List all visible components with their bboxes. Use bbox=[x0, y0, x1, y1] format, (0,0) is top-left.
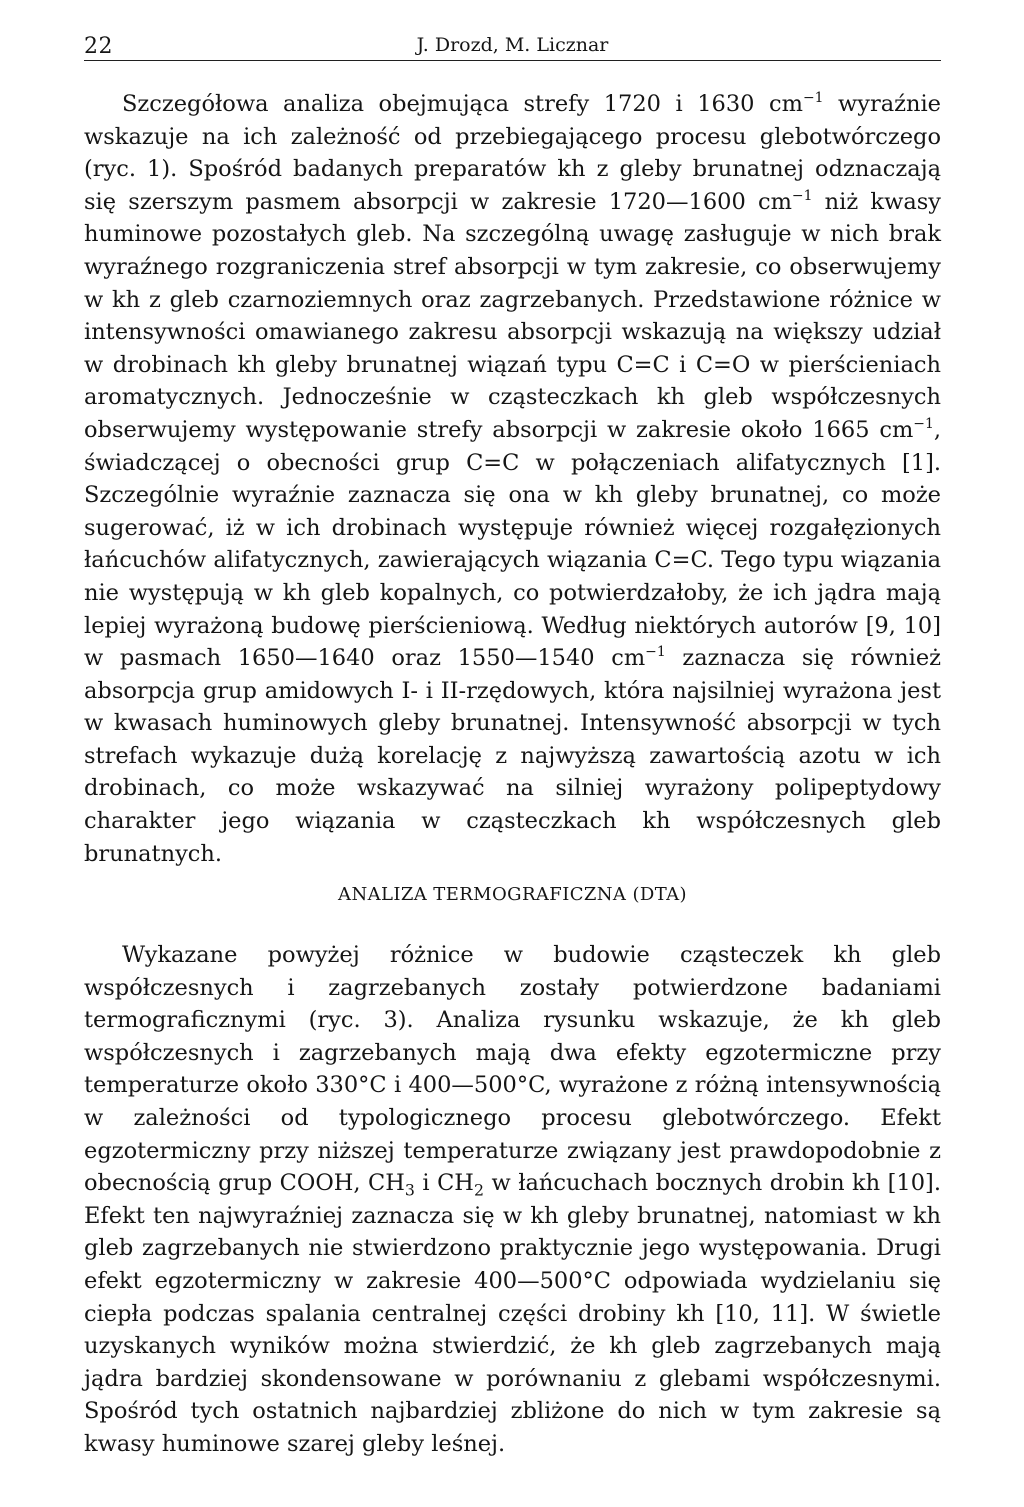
text-run: i CH bbox=[414, 1170, 474, 1197]
text-run: niż kwasy huminowe pozostałych gleb. Na szczególną uwagę zasługuje w nich brak wyraźnego rozgraniczenia stref absorpcji w tym zakresie, co obserwujemy w kh z gleb czarnoziemnych oraz zagrzebanych. Przedstawione różnice w intensywności omawianego zakresu absorpcji wskazują na większy udział w drobinach kh gleby brunatnej wiązań typu C=C i C=O w pierścieniach aromatycznych. Jednocześnie w cząsteczkach kh gleb współczesnych obserwujemy występowanie strefy absorpcji w zakresie około 1665 cm bbox=[84, 188, 942, 443]
running-head bbox=[84, 30, 941, 60]
text-run: Szczegółowa analiza obejmująca strefy 1720 i 1630 cm bbox=[122, 91, 803, 117]
text-run: , świadczącej o obecności grup C=C w połączeniach alifatycznych [1]. Szczególnie wyraźnie zaznacza się ona w kh gleby brunatnej, co może sugerować, iż w ich drobinach występuje również więcej rozgałęzionych łańcuchów alifatycznych, zawierających wiązania C=C. Tego typu wiązania nie występują w kh gleb kopalnych, co potwierdzałoby, że ich jądra mają lepiej wyrażoną budowę pierścieniową. Według niektórych autorów [9, 10] w pasmach 1650—1640 oraz 1550—1540 cm bbox=[84, 416, 941, 672]
superscript: −1 bbox=[645, 643, 666, 660]
text-run: zaznacza się również absorpcja grup amidowych I- i II-rzędowych, która najsilniej wyrażona jest w kwasach huminowych gleby brunatnej. Intensywność absorpcji w tych strefach wykazuje dużą korelację z najwyższą zawartością azotu w ich drobinach, co może wskazywać na silniej wyrażony polipeptydowy charakter jego wiązania w cząsteczkach kh współczesnych gleb brunatnych. bbox=[84, 645, 941, 867]
superscript: −1 bbox=[802, 89, 824, 106]
section-heading: ANALIZA TERMOGRAFICZNA (DTA) bbox=[338, 884, 687, 905]
text-run: Wykazane powyżej różnice w budowie cząsteczek kh gleb współczesnych i zagrzebanych zostały potwierdzone badaniami termograficznymi (ryc. 3). Analiza rysunku wskazuje, że kh gleb współczesnych i zagrzebanych mają dwa efekty egzotermiczne przy temperaturze około 330°C i 400—500°C, wyrażone z różną intensywnością w zależności od typologicznego procesu glebotwórczego. Efekt egzotermiczny przy niższej temperaturze związany jest prawdopodobnie z obecnością grup COOH, CH bbox=[84, 942, 941, 1197]
subscript: 2 bbox=[473, 1180, 484, 1200]
subscript: 3 bbox=[404, 1180, 415, 1200]
superscript: −1 bbox=[913, 415, 934, 432]
header-rule bbox=[84, 60, 941, 61]
paragraph-ir-analysis bbox=[84, 88, 941, 870]
page-number: 22 bbox=[84, 34, 113, 59]
text-run: wyraźnie wskazuje na ich zależność od przebiegającego procesu glebotwórczego (ryc. 1). Spośród badanych preparatów kh z gleby brunatnej odznaczają się szerszym pasmem absorpcji w zakresie 1720—1600 cm bbox=[84, 91, 941, 215]
running-head-authors: J. Drozd, M. Licznar bbox=[416, 34, 609, 56]
paragraph-dta-analysis bbox=[84, 939, 941, 1461]
text-run: w łańcuchach bocznych drobin kh [10]. Efekt ten najwyraźniej zaznacza się w kh gleby brunatnej, natomiast w kh gleb zagrzebanych nie stwierdzono praktycznie jego występowania. Drugi efekt egzotermiczny w zakresie 400—500°C odpowiada wydzielaniu się ciepła podczas spalania centralnej części drobiny kh [10, 11]. W świetle uzyskanych wyników można stwierdzić, że kh gleb zagrzebanych mają jądra bardziej skondensowane w porównaniu z glebami współczesnymi. Spośród tych ostatnich najbardziej zbliżone do nich w tym zakresie są kwasy huminowe szarej gleby leśnej. bbox=[84, 1170, 941, 1457]
superscript: −1 bbox=[791, 187, 813, 204]
